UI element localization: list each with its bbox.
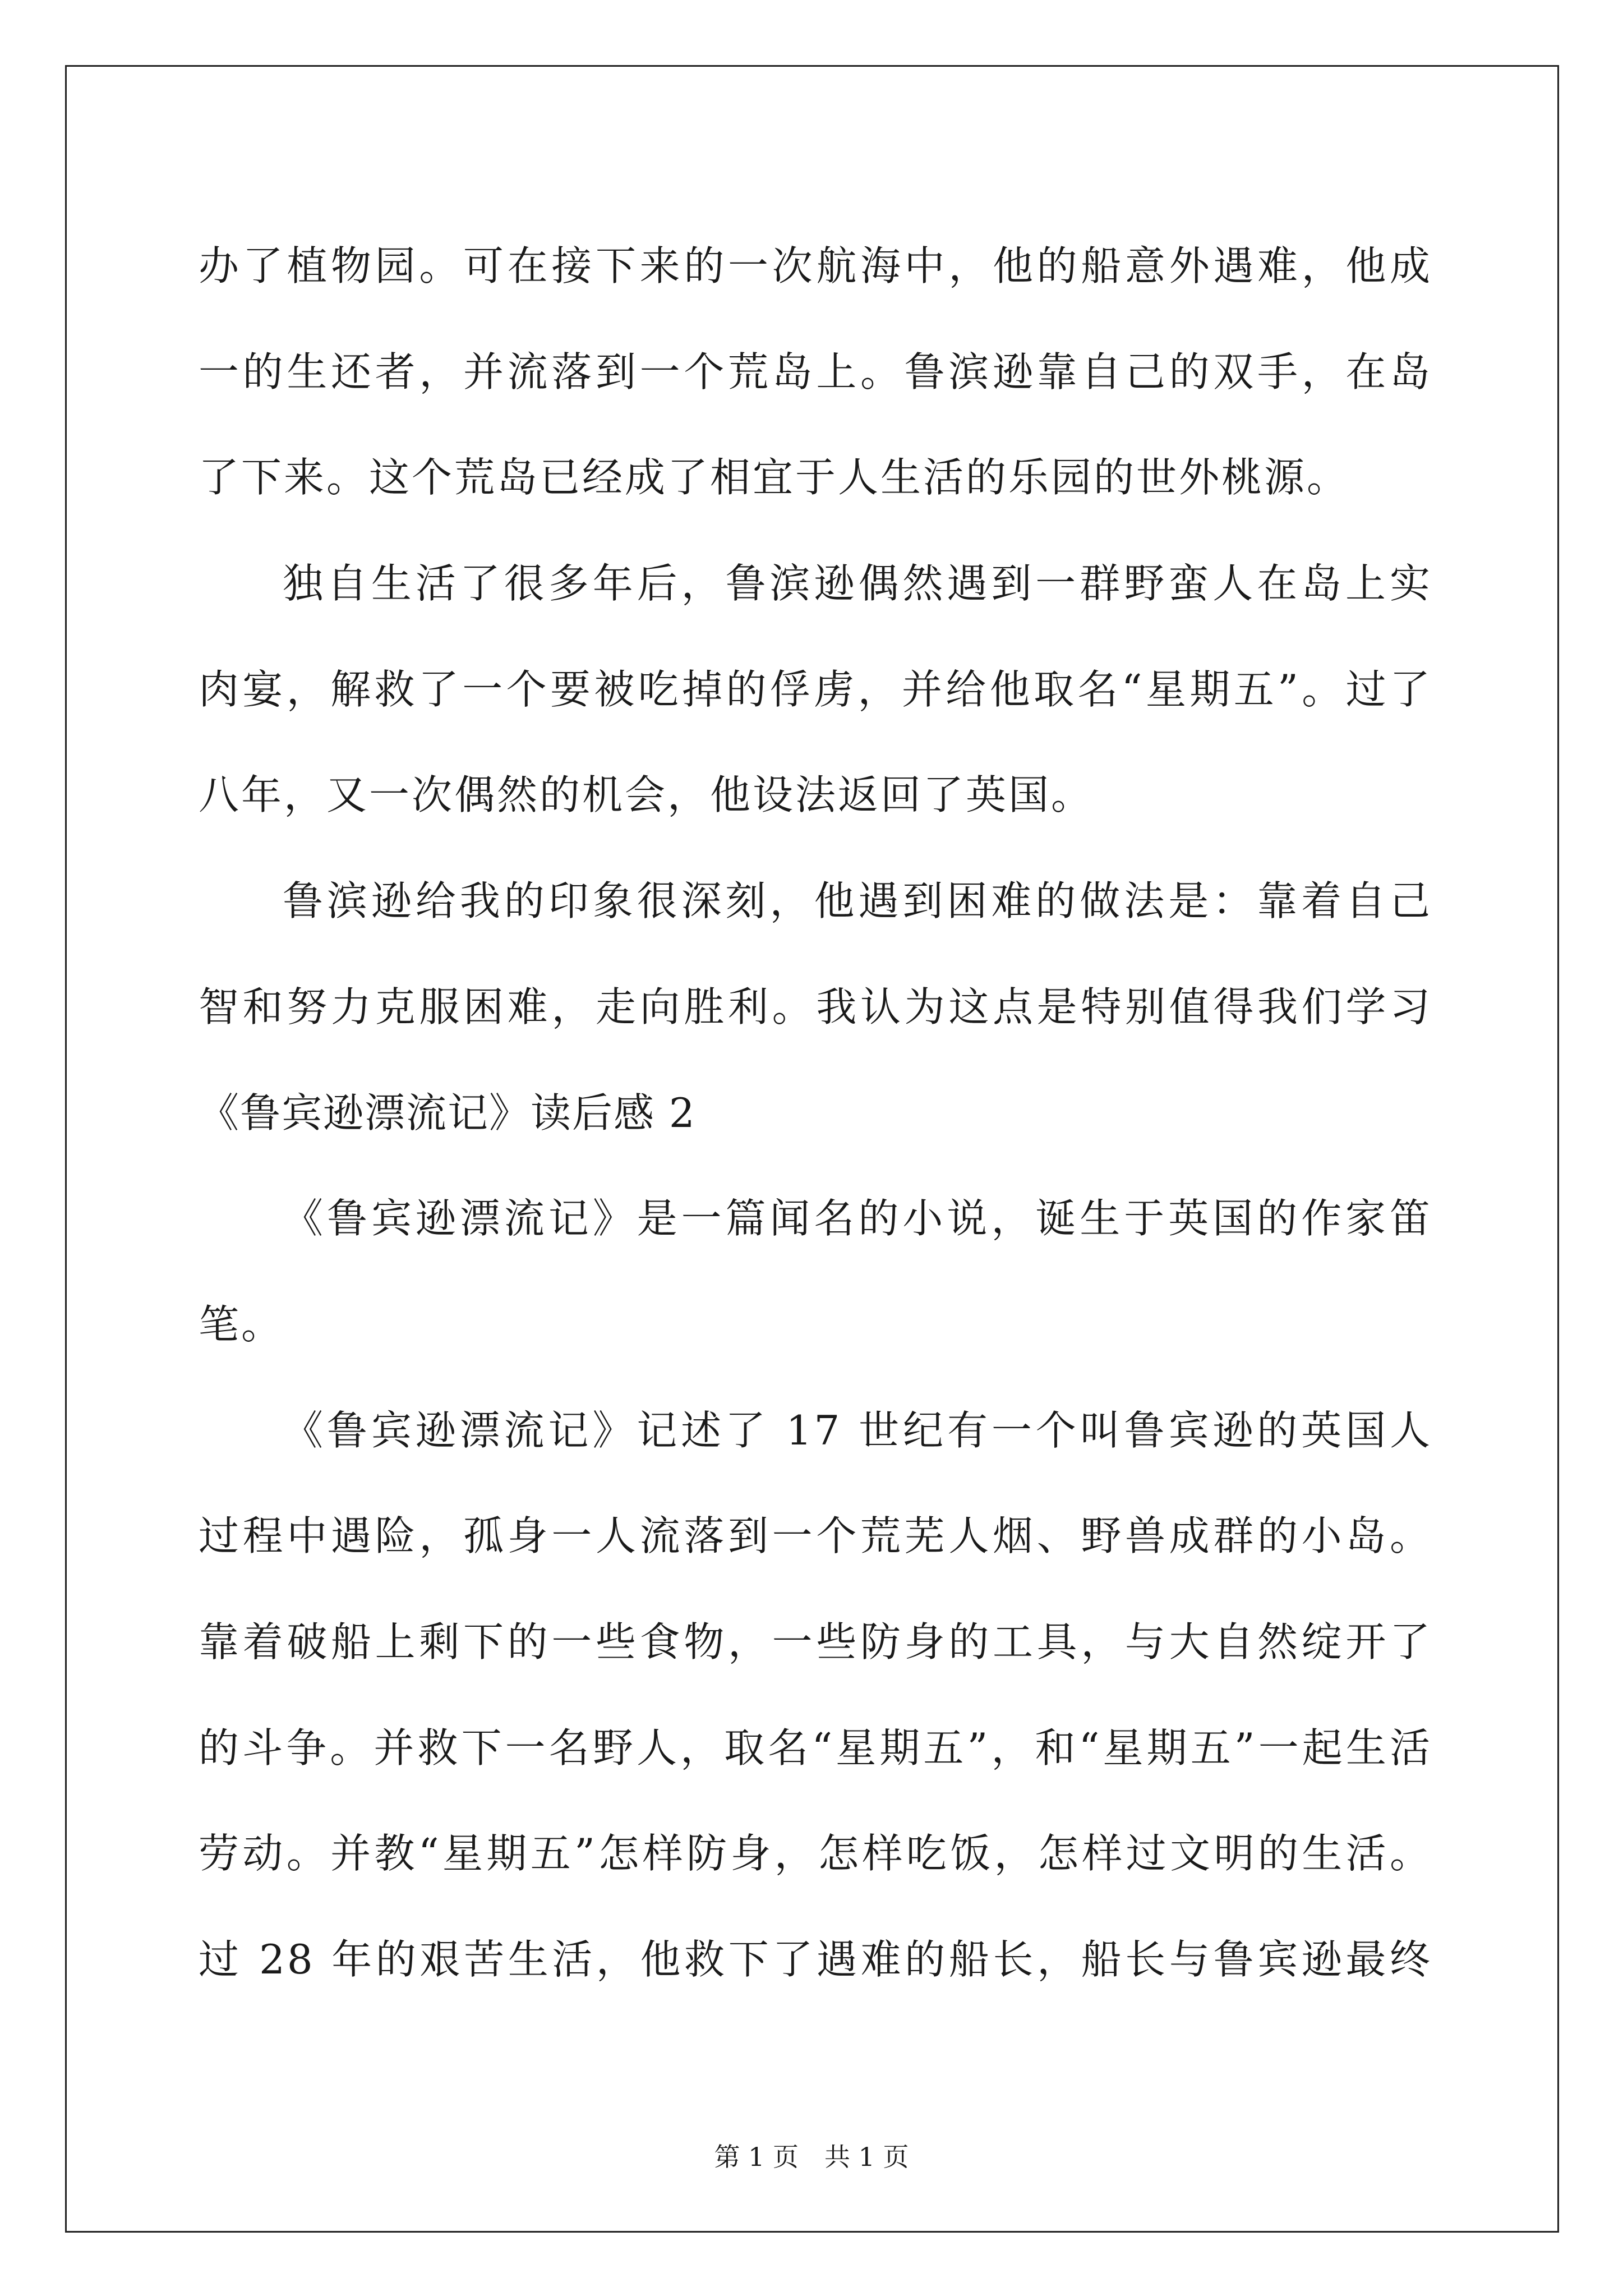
text-line-16: 劳动。并教“星期五”怎样防身，怎样吃饭，怎样过文明的生活。 bbox=[199, 1830, 1432, 1878]
text-line-14: 靠着破船上剩下的一些食物，一些防身的工具，与大自然绽开了 bbox=[199, 1618, 1432, 1665]
section-heading: 《鲁宾逊漂流记》读后感 2 bbox=[199, 1089, 696, 1137]
text-line-4: 独自生活了很多年后，鲁滨逊偶然遇到一群野蛮人在岛上实 bbox=[283, 560, 1432, 608]
text-line-6: 八年，又一次偶然的机会，他设法返回了英国。 bbox=[199, 771, 1094, 819]
text-line-10: 《鲁宾逊漂流记》是一篇闻名的小说，诞生于英国的作家笛 bbox=[283, 1195, 1432, 1243]
page-footer: 第 1 页 共 1 页 bbox=[714, 2142, 909, 2172]
text-line-17: 过 28 年的艰苦生活，他救下了遇难的船长，船长与鲁宾逊最终 bbox=[199, 1936, 1432, 1983]
text-line-2: 一的生还者，并流落到一个荒岛上。鲁滨逊靠自己的双手，在岛 bbox=[199, 348, 1432, 395]
text-line-1: 办了植物园。可在接下来的一次航海中，他的船意外遇难，他成 bbox=[199, 242, 1432, 289]
text-line-5: 肉宴，解救了一个要被吃掉的俘虏，并给他取名“星期五”。过了 bbox=[199, 665, 1432, 713]
text-line-12: 《鲁宾逊漂流记》记述了 17 世纪有一个叫鲁宾逊的英国人 bbox=[283, 1406, 1432, 1454]
text-line-15: 的斗争。并救下一名野人，取名“星期五”，和“星期五”一起生活 bbox=[199, 1724, 1432, 1772]
text-line-7: 鲁滨逊给我的印象很深刻，他遇到困难的做法是：靠着自己 bbox=[283, 877, 1432, 925]
document-body bbox=[199, 213, 1432, 2013]
text-line-3: 了下来。这个荒岛已经成了相宜于人生活的乐园的世外桃源。 bbox=[199, 454, 1350, 501]
text-line-11: 笔。 bbox=[199, 1300, 284, 1348]
text-line-8: 智和努力克服困难，走向胜利。我认为这点是特别值得我们学习 bbox=[199, 983, 1432, 1030]
text-line-13: 过程中遇险，孤身一人流落到一个荒芜人烟、野兽成群的小岛。 bbox=[199, 1512, 1432, 1560]
